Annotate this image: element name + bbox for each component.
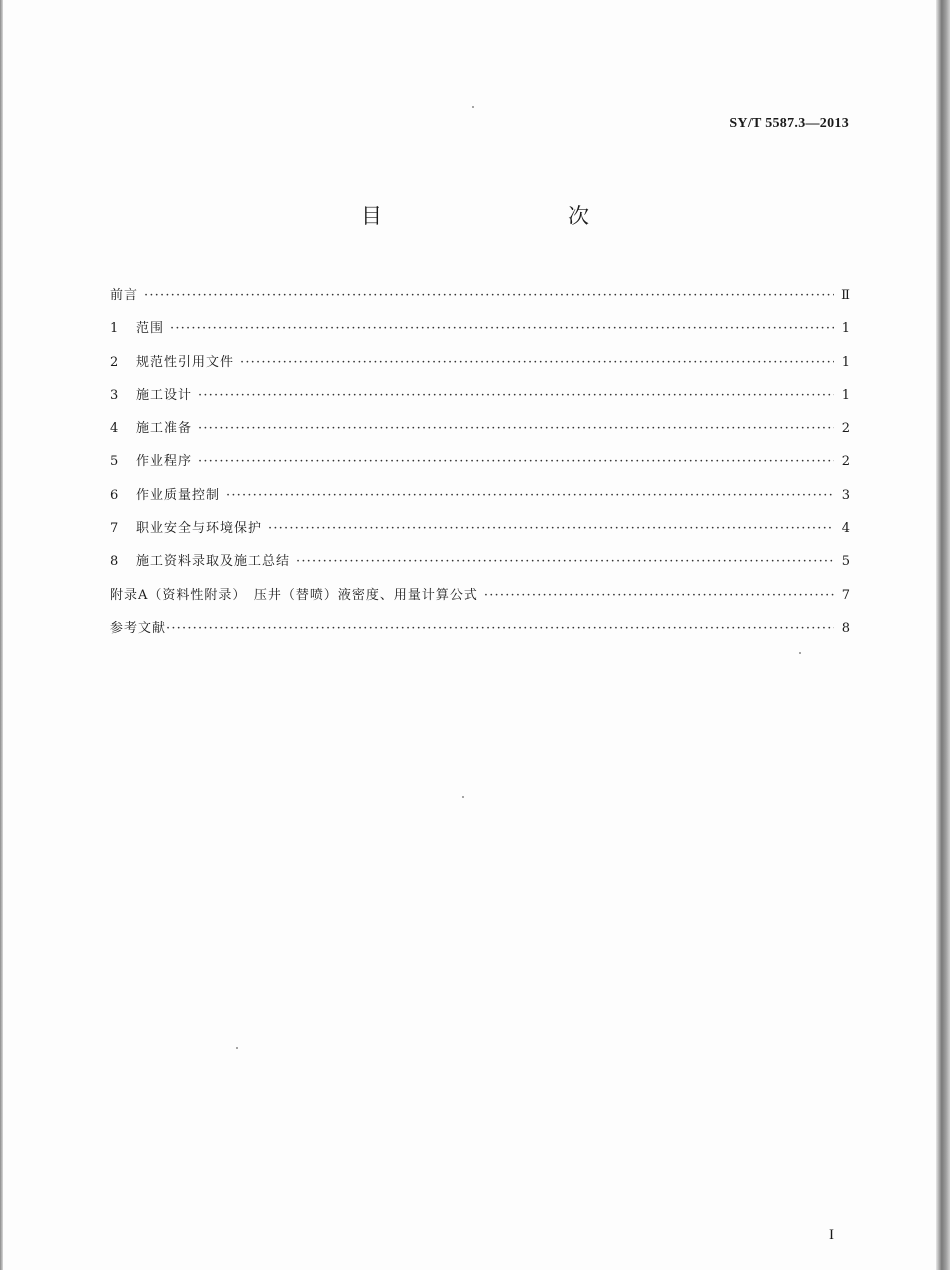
toc-entry-bibliography[interactable] [110, 617, 850, 650]
toc-entry-construction-preparation[interactable] [110, 417, 850, 450]
table-of-contents [110, 284, 850, 650]
toc-entry-page: 1 [841, 354, 850, 370]
toc-leader-dots [166, 621, 834, 636]
page-edge-left [0, 0, 3, 1270]
toc-entry-label: 作业质量控制 [136, 487, 221, 503]
toc-entry-number: 4 [110, 421, 119, 437]
toc-entry-scope[interactable] [110, 317, 850, 350]
toc-entry-page: 2 [841, 421, 850, 437]
toc-entry-page: 8 [841, 620, 850, 636]
toc-entry-number: 8 [110, 554, 119, 570]
page-number: I [829, 1227, 834, 1243]
toc-entry-label: 前言 [110, 288, 139, 303]
toc-entry-number: 5 [110, 454, 119, 470]
toc-entry-label: 规范性引用文件 [136, 354, 235, 370]
toc-entry-construction-design[interactable] [110, 384, 850, 417]
toc-entry-page: 2 [841, 454, 850, 470]
scan-speck [236, 1047, 238, 1049]
toc-entry-number: 1 [110, 321, 119, 337]
toc-entry-safety-environment[interactable] [110, 517, 850, 550]
toc-entry-foreword[interactable] [110, 284, 850, 317]
toc-leader-dots [144, 288, 834, 303]
toc-entry-quality-control[interactable] [110, 484, 850, 517]
standard-code: SY/T 5587.3—2013 [729, 116, 849, 131]
toc-leader-dots [198, 421, 834, 436]
toc-entry-label: 参考文献 [110, 620, 167, 636]
toc-entry-label: 施工设计 [136, 387, 193, 403]
toc-entry-label: 附录A（资料性附录） 压井（替喷）液密度、用量计算公式 [110, 587, 478, 603]
toc-title: 目 次 [361, 204, 637, 228]
toc-entry-number: 2 [110, 354, 119, 370]
toc-leader-dots [198, 388, 834, 403]
toc-leader-dots [198, 454, 834, 469]
toc-entry-page: 4 [841, 521, 850, 537]
toc-leader-dots [484, 588, 834, 603]
toc-entry-number: 7 [110, 521, 119, 537]
toc-entry-operating-procedure[interactable] [110, 450, 850, 483]
toc-entry-number: 3 [110, 387, 119, 403]
toc-leader-dots [268, 521, 834, 536]
page-edge-right [936, 0, 950, 1270]
toc-entry-label: 作业程序 [136, 454, 193, 470]
toc-entry-label: 职业安全与环境保护 [136, 521, 263, 537]
toc-entry-page: 5 [841, 554, 850, 570]
toc-entry-normative-references[interactable] [110, 351, 850, 384]
toc-entry-number: 6 [110, 487, 119, 503]
toc-leader-dots [296, 554, 834, 569]
toc-leader-dots [226, 488, 834, 503]
toc-entry-label: 施工资料录取及施工总结 [136, 554, 291, 570]
toc-entry-appendix-a[interactable] [110, 584, 850, 617]
toc-entry-records-summary[interactable] [110, 550, 850, 583]
scan-speck [462, 796, 464, 798]
toc-entry-page: Ⅱ [841, 288, 850, 303]
scan-speck [799, 652, 801, 654]
toc-entry-label: 施工准备 [136, 421, 193, 437]
toc-leader-dots [170, 321, 834, 336]
toc-leader-dots [240, 355, 834, 370]
toc-entry-label: 范围 [136, 321, 165, 337]
toc-entry-page: 1 [841, 321, 850, 337]
toc-entry-page: 1 [841, 387, 850, 403]
toc-entry-page: 3 [841, 487, 850, 503]
toc-entry-page: 7 [841, 587, 850, 603]
scan-speck [472, 106, 474, 108]
